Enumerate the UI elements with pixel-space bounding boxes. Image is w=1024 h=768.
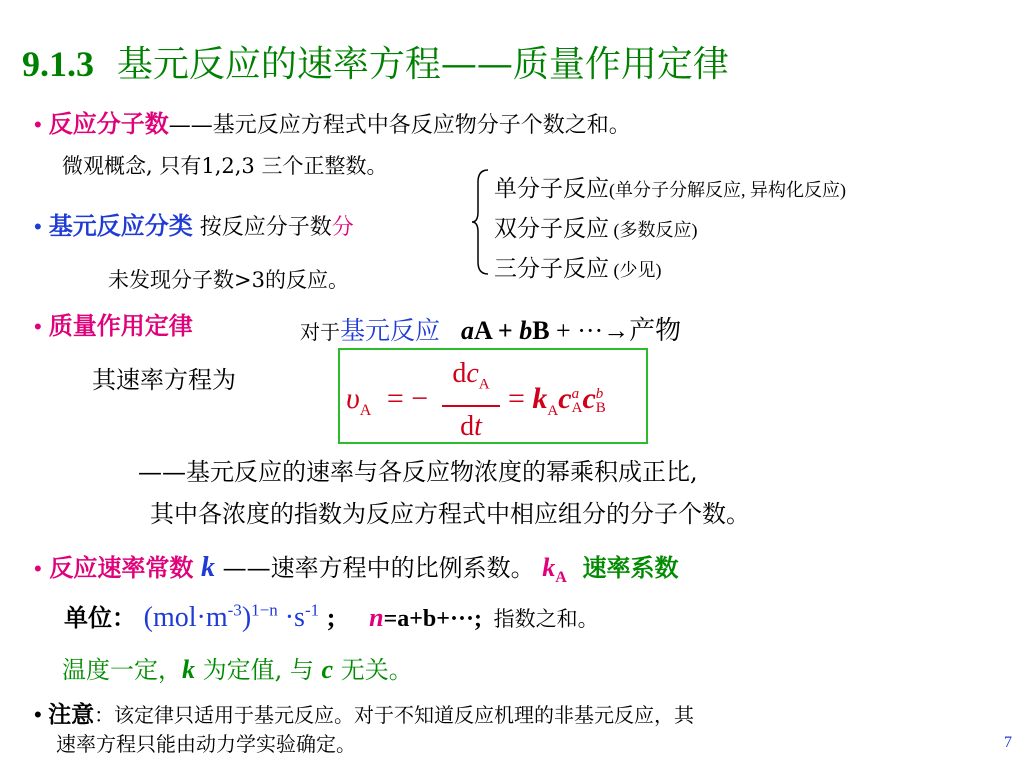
kA-subscript: A — [555, 568, 567, 586]
rate-coefficient-label: 速率系数 — [582, 553, 679, 582]
bullet-body-molecularity: ——基元反应方程式中各反应物分子个数之和。 — [168, 113, 631, 138]
slide-title — [22, 36, 729, 87]
reaction-equation: aA + bB + ···→产物 — [461, 316, 682, 345]
bullet-head-rate-constant: 反应速率常数 — [49, 553, 194, 582]
formula-rhs: = $k_Ac$ a A c b B — [508, 382, 606, 419]
bullet-tail-classification: 分 — [331, 215, 354, 240]
elementary-reaction-link: 基元反应 — [340, 316, 441, 345]
micro-concept-line: 微观概念, 只有1,2,3 三个正整数。 — [62, 154, 388, 178]
class-unimolecular — [494, 170, 846, 203]
page-number: 7 — [1004, 734, 1012, 751]
bullet-dot: • — [34, 702, 42, 727]
explanation-line-1: ——基元反应的速率与各反应物浓度的幂乘积成正比, — [138, 458, 698, 486]
for-text: 对于 — [300, 320, 340, 344]
exponent-sum-note: 指数之和。 — [493, 607, 599, 631]
bullet-head-note: 注意 — [48, 701, 95, 728]
bullet-rate-constant — [34, 548, 678, 587]
temperature-line: 温度一定，k 为定值, 与 c 无关。 — [62, 655, 413, 684]
explanation-line-2: 其中各浓度的指数为反应方程式中相应组分的分子个数。 — [150, 500, 750, 528]
title-main: 基元反应的速率方程 — [116, 44, 441, 85]
n-expression: =a+b+···; — [383, 606, 482, 632]
mass-action-statement — [300, 310, 681, 347]
units-line: 单位： $(mol\cdot m^{-3})^{1-n} \cdot s^{-1}$ ; n=a+b+···; 指数之和。 — [64, 600, 599, 633]
bullet-dot: • — [34, 556, 42, 581]
bullet-classification — [34, 206, 354, 241]
class-note: (少见) — [609, 260, 662, 280]
formula-lhs: $\upsilon_A$ = − — [346, 382, 429, 419]
bullet-dot: • — [34, 314, 42, 339]
title-dash: —— — [440, 44, 513, 85]
bullet-molecularity — [34, 104, 631, 139]
class-termolecular — [494, 250, 662, 283]
class-bimolecular — [494, 210, 698, 243]
bullet-note — [34, 696, 694, 729]
n-symbol: n — [369, 603, 384, 632]
bullet-body-rate-constant: ——速率方程中的比例系数。 — [222, 554, 535, 582]
units-expression: $(mol\cdot m^{-3})^{1-n} \cdot s^{-1}$ — [143, 600, 320, 633]
kA-symbol: k — [542, 553, 556, 582]
bullet-body-classification: 按反应分子数 — [199, 215, 332, 240]
bullet-dot: • — [34, 112, 42, 137]
bullet-dot: • — [34, 214, 42, 239]
bullet-head-classification: 基元反应分类 — [48, 211, 193, 240]
formula-fraction: $dc_A$ dt — [442, 358, 500, 443]
class-note: (多数反应) — [609, 220, 698, 240]
bullet-head-molecularity: 反应分子数 — [48, 109, 169, 138]
class-note: (单分子分解反应, 异构化反应) — [609, 180, 846, 200]
k-symbol: k — [200, 552, 215, 583]
rate-equation-intro: 其速率方程为 — [92, 366, 236, 394]
bullet-head-mass-action: 质量作用定律 — [48, 311, 193, 340]
bullet-body-note: ：该定律只适用于基元反应。对于不知道反应机理的非基元反应，其 — [94, 703, 695, 727]
class-name: 双分子反应 — [494, 216, 609, 242]
bullet-mass-action — [34, 306, 193, 341]
class-name: 三分子反应 — [494, 256, 609, 282]
units-label: 单位： — [64, 603, 136, 632]
brace-icon — [470, 168, 490, 276]
not-found-line: 未发现分子数>3的反应。 — [108, 268, 349, 292]
section-number: 9.1.3 — [22, 44, 94, 84]
title-sub: 质量作用定律 — [512, 44, 729, 85]
note-line-2: 速率方程只能由动力学实验确定。 — [56, 732, 356, 756]
class-name: 单分子反应 — [494, 176, 609, 202]
